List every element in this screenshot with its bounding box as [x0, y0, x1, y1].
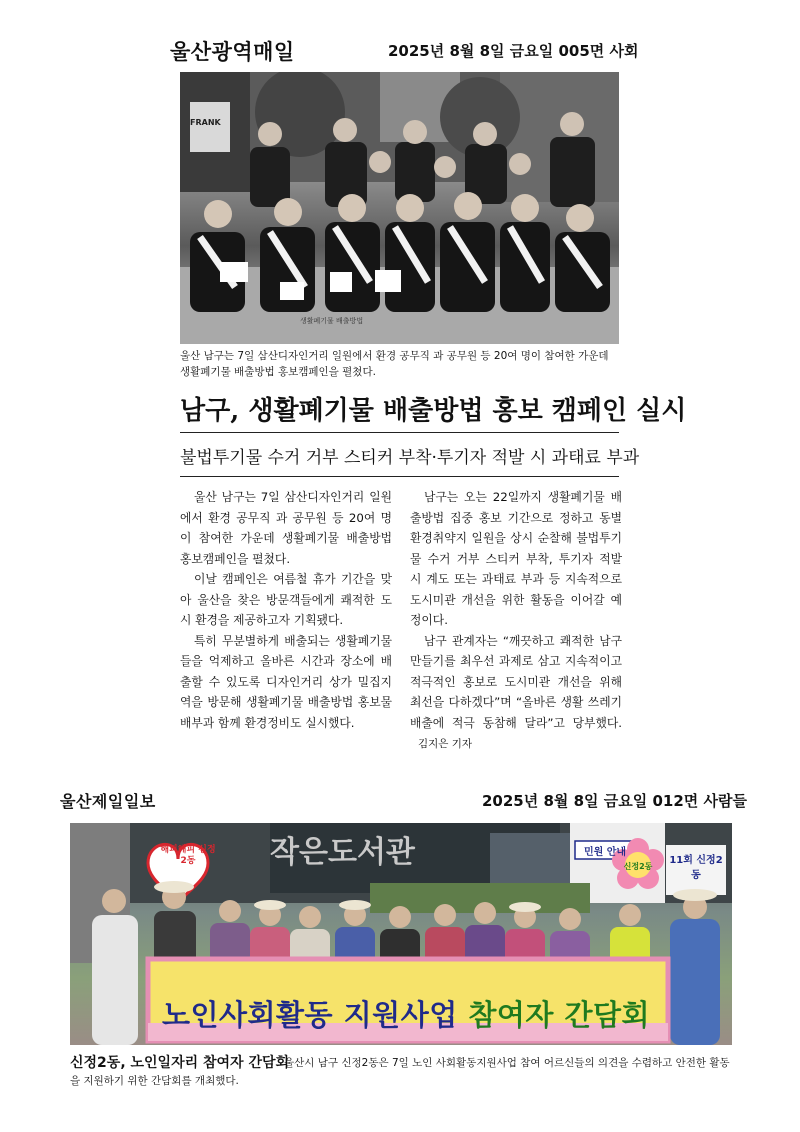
poster-side-text: 11회 신정2동	[669, 855, 723, 881]
dateline: 2025년 8월 8일 금요일 012면 사람들	[482, 792, 747, 810]
sash-text: 생활폐기물 배출방법	[300, 317, 364, 325]
campaign-photo-scene	[180, 72, 619, 344]
article-body-column-2	[410, 487, 622, 755]
body-text: 남구 관계자는 “깨끗하고 쾌적한 남구 만들기를 최우선 과제로 삼고 지속적이고 적극적인 홍보로 도시미관 개선을 위해 최선을 다하겠다”며 “올바른 생활 쓰레기 배출에 적극 동참해 달라”고 당부했다.	[410, 633, 622, 730]
body-paragraph	[410, 631, 622, 755]
flower-sign-text: 신정2동	[623, 862, 653, 871]
article-subheadline: 불법투기물 수거 거부 스티커 부착·투기자 적발 시 과태료 부과	[180, 448, 640, 468]
photo-caption	[70, 1054, 732, 1090]
newspaper-name: 울산제일일보	[60, 792, 156, 811]
banner-highlight: 참여자 간담회	[468, 998, 651, 1032]
poster-header: 민원 안내	[583, 847, 627, 858]
banner-main: 노인사회활동 지원사업	[161, 998, 469, 1032]
banner-text	[150, 993, 662, 1034]
subheadline-divider	[180, 476, 619, 477]
article-headline: 남구, 생활폐기물 배출방법 홍보 캠페인 실시	[180, 396, 687, 426]
caption-title: 신정2동, 노인일자리 참여자 간담회	[70, 1055, 290, 1071]
building-sign: 작은도서관	[270, 835, 415, 870]
byline: 김지은 기자	[418, 738, 473, 750]
headline-divider	[180, 432, 619, 433]
article-body-column-1	[180, 487, 392, 733]
body-paragraph: 특히 무분별하게 배출되는 생활폐기물들을 억제하고 올바른 시간과 장소에 배출할 수 있도록 디자인거리 상가 밀집지역을 방문해 생활폐기물 배출방법 홍보물 배부과 함께 환경정비도 실시했다.	[180, 633, 392, 730]
body-paragraph: 이날 캠페인은 여름철 휴가 기간을 맞아 울산을 찾은 방문객들에게 쾌적한 도시 환경을 제공하고자 기획됐다.	[180, 572, 392, 627]
store-sign: FRANK	[190, 118, 221, 127]
photo-caption: 울산 남구는 7일 삼산디자인거리 일원에서 환경 공무직 과 공무원 등 20여 명이 참여한 가운데 생활폐기물 배출방법 홍보캠페인을 펼쳤다.	[180, 350, 609, 378]
newspaper-name: 울산광역매일	[170, 40, 295, 64]
heart-sign-text: 해피해피 신정2동	[160, 845, 216, 866]
campaign-photo	[180, 72, 619, 344]
dateline: 2025년 8월 8일 금요일 005면 사회	[388, 42, 639, 60]
caption-body: 울산시 남구 신정2동은 7일 노인 사회활동지원사업 참여 어르신들의 의견을 수렴하고 안전한 활동을 지원하기 위한 간담회를 개최했다.	[70, 1057, 730, 1087]
body-paragraph: 울산 남구는 7일 삼산디자인거리 일원에서 환경 공무직 과 공무원 등 20여 명이 참여한 가운데 생활폐기물 배출방법 홍보캠페인을 펼쳤다.	[180, 490, 392, 566]
body-paragraph: 남구는 오는 22일까지 생활폐기물 배출방법 집중 홍보 기간으로 정하고 동별 환경취약지 일원을 상시 순찰해 불법투기물 수거 거부 스티커 부착, 투기자 적발 시 계도 또는 과태료 부과 등 지속적으로 도시미관 개선을 위한 활동을 이어갈 예정이다.	[410, 490, 622, 627]
